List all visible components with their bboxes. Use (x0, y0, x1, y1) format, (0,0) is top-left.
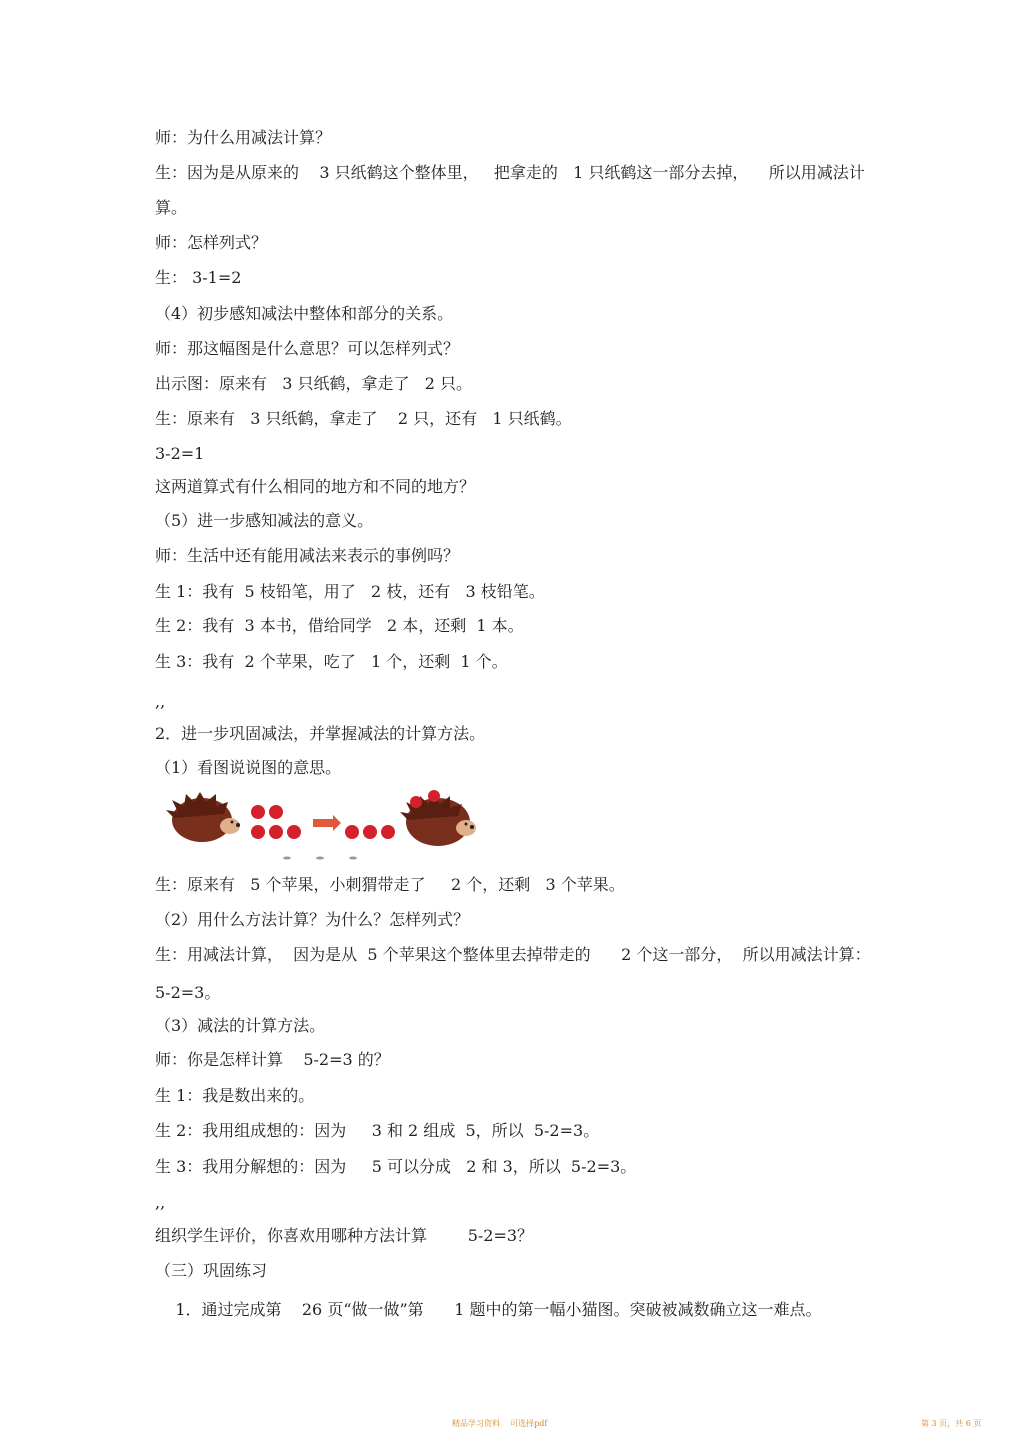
text-line: 生：用减法计算， 因为是从 5 个苹果这个整体里去掉带走的 2 个这一部分， 所以用减法计算： (155, 945, 871, 964)
section-heading: 2．进一步巩固减法，并掌握减法的计算方法。 (155, 724, 486, 743)
text-line: 1．通过完成第 26 页“做一做”第 1 题中的第一幅小猫图。突破被减数确立这一难点。 (155, 1300, 822, 1319)
equation-line: 3-2=1 (155, 444, 205, 463)
text-line: 生 2：我有 3 本书，借给同学 2 本，还剩 1 本。 (155, 616, 524, 635)
section-heading: （3）减法的计算方法。 (155, 1016, 326, 1035)
text-line: ,, (155, 1193, 166, 1212)
text-line: 生 1：我是数出来的。 (155, 1086, 315, 1105)
hedgehog-apples-figure (160, 786, 495, 862)
text-line: 生：因为是从原来的 3 只纸鹤这个整体里， 把拿走的 1 只纸鹤这一部分去掉， 所以用减法计 (155, 163, 865, 182)
text-line: 师：怎样列式？ (155, 233, 268, 252)
text-line: 生 1：我有 5 枝铅笔，用了 2 枝，还有 3 枝铅笔。 (155, 582, 545, 601)
equation-line: 5-2=3。 (155, 983, 221, 1002)
text-line: 生：原来有 5 个苹果，小刺猬带走了 2 个，还剩 3 个苹果。 (155, 875, 625, 894)
text-line: （1）看图说说图的意思。 (155, 758, 342, 777)
hedgehog-left-icon (166, 792, 240, 842)
text-line: 组织学生评价，你喜欢用哪种方法计算 5-2=3？ (155, 1226, 534, 1245)
text-line: 这两道算式有什么相同的地方和不同的地方？ (155, 477, 476, 496)
text-line: 出示图：原来有 3 只纸鹤，拿走了 2 只。 (155, 374, 473, 393)
text-line: ,, (155, 692, 166, 711)
footer-watermark: 精品学习资料 可选择pdf (452, 1419, 548, 1428)
text-line: 师：为什么用减法计算？ (155, 128, 332, 147)
text-line: 师：生活中还有能用减法来表示的事例吗？ (155, 546, 460, 565)
hedgehog-illustration (160, 786, 495, 862)
page-number: 第 3 页，共 6 页 (921, 1419, 982, 1428)
arrow-icon (313, 815, 341, 831)
text-line: 算。 (155, 198, 188, 217)
section-heading: （5）进一步感知减法的意义。 (155, 511, 374, 530)
text-line: 生 3：我有 2 个苹果，吃了 1 个，还剩 1 个。 (155, 652, 508, 671)
text-line: 生 2：我用组成想的：因为 3 和 2 组成 5，所以 5-2=3。 (155, 1121, 600, 1140)
text-line: 师：你是怎样计算 5-2=3 的？ (155, 1050, 390, 1069)
section-heading: （三）巩固练习 (155, 1261, 268, 1280)
text-line: 生 3：我用分解想的：因为 5 可以分成 2 和 3，所以 5-2=3。 (155, 1157, 637, 1176)
apples-left-icon (345, 825, 395, 839)
text-line: 师：那这幅图是什么意思？可以怎样列式？ (155, 339, 460, 358)
text-line: 生： 3-1=2 (155, 268, 242, 287)
hedgehog-right-icon (400, 790, 476, 846)
text-line: 生：原来有 3 只纸鹤，拿走了 2 只，还有 1 只纸鹤。 (155, 409, 572, 428)
section-heading: （4）初步感知减法中整体和部分的关系。 (155, 304, 454, 323)
section-heading: （2）用什么方法计算？为什么？怎样列式？ (155, 910, 470, 929)
apples-before-icon (251, 805, 301, 839)
